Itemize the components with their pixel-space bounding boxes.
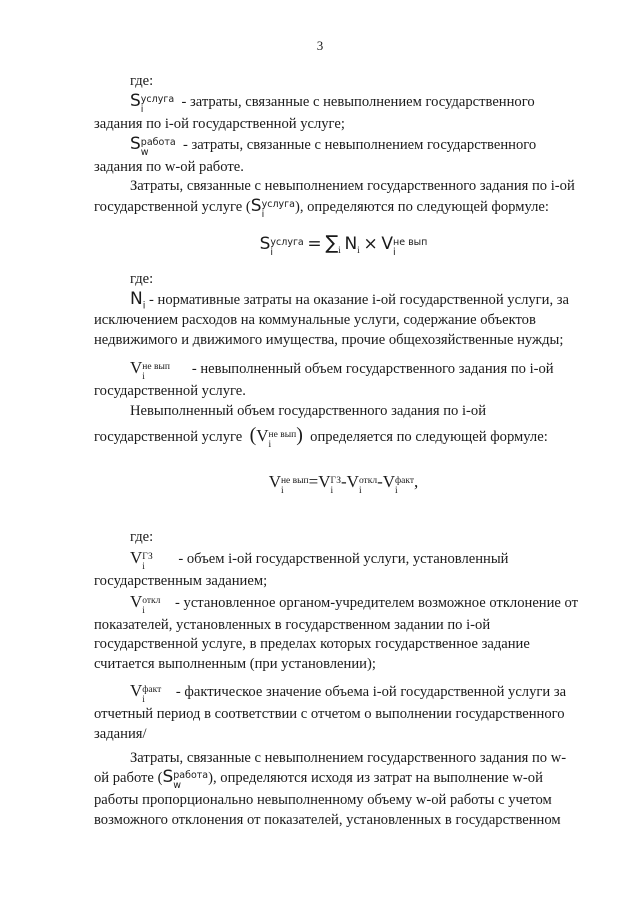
def-s-rabota: S работа w - затраты, связанные с невыполнением государственного	[130, 133, 537, 158]
paragraph-2-line-1: Невыполненный объем государственного задания по i-ой	[130, 403, 487, 420]
formula-v-nevyp: V не вып i =V ГЗ i -V откл i -V факт i ,	[268, 471, 419, 496]
paragraph-3-line-4: возможного отклонения от показателей, установленных в государственном	[94, 812, 561, 829]
paragraph-2-line-2: государственной услуге (V не вып i ) определяется по следующей формуле:	[94, 423, 548, 450]
where-label-1: где:	[130, 73, 154, 89]
def-v-gz: V ГЗ i - объем i-ой государственной услуги, установленный	[130, 547, 509, 572]
symbol-v-otkl: V откл i	[130, 591, 161, 616]
paragraph-3-line-2: ой работе (S работа w ), определяются исходя из затрат на выполнение w-ой	[94, 767, 543, 792]
def-s-usluga-cont: задания по i-ой государственной услуге;	[94, 115, 345, 132]
formula-cost-usluga: S услуга i = $\sum_i$ $N_i \times V$ не вып i	[259, 232, 428, 259]
def-v-otkl: V откл i - установленное органом-учредителем возможное отклонение от	[130, 591, 579, 616]
def-v-fakt-cont-2: задания/	[94, 725, 147, 742]
def-s-usluga: S услуга i - затраты, связанные с невыполнением государственного	[130, 90, 535, 115]
def-v-fakt: V факт i - фактическое значение объема i-ой государственной услуги за	[130, 680, 567, 705]
def-v-otkl-cont-2: государственной услуге, в пределах которых государственное задание	[94, 636, 530, 653]
inline-symbol-s-usluga: S услуга i	[250, 196, 295, 221]
def-v-gz-cont: государственным заданием;	[94, 572, 268, 589]
paragraph-1-line-2: государственной услуге (S услуга i ), определяются по следующей формуле:	[94, 196, 549, 221]
symbol-v-gz: V ГЗ i	[130, 547, 153, 572]
def-v-nevyp: V не вып i - невыполненный объем государственного задания по i-ой	[130, 358, 554, 383]
def-n-cont-2: недвижимого и движимого имущества, прочие общехозяйственные нужды;	[94, 331, 564, 348]
symbol-v-fakt: V факт i	[130, 680, 162, 705]
paragraph-3-line-1: Затраты, связанные с невыполнением государственного задания по w-	[130, 749, 567, 766]
def-n-cont-1: исключением расходов на коммунальные услуги, содержание объектов	[94, 311, 536, 328]
def-s-rabota-cont: задания по w-ой работе.	[94, 158, 244, 175]
symbol-s-usluga: S услуга i	[130, 90, 175, 115]
inline-symbol-v-nevyp: V не вып i	[256, 425, 297, 450]
inline-symbol-s-rabota: S работа w	[162, 767, 209, 792]
def-n: $N_i$ - нормативные затраты на оказание i-ой государственной услуги, за	[130, 288, 569, 312]
paragraph-1-line-1: Затраты, связанные с невыполнением государственного задания по i-ой	[130, 178, 575, 195]
symbol-s-rabota: S работа w	[130, 133, 176, 158]
paragraph-3-line-3: работы пропорционально невыполненному объему w-ой работы с учетом	[94, 792, 552, 809]
page-number: 3	[316, 38, 324, 53]
def-v-otkl-cont-3: считается выполненным (при установлении);	[94, 656, 376, 673]
def-v-otkl-cont-1: показателей, установленных в государственном задании по i-ой	[94, 616, 491, 633]
def-v-nevyp-cont: государственной услуге.	[94, 383, 246, 400]
where-label-2: где:	[130, 271, 154, 288]
symbol-v-nevyp: V не вып i	[130, 358, 170, 383]
symbol-n: $N_i$	[130, 288, 146, 312]
def-v-fakt-cont-1: отчетный период в соответствии с отчетом о выполнении государственного	[94, 705, 565, 722]
where-label-3: где:	[130, 528, 154, 545]
document-body	[94, 72, 593, 831]
